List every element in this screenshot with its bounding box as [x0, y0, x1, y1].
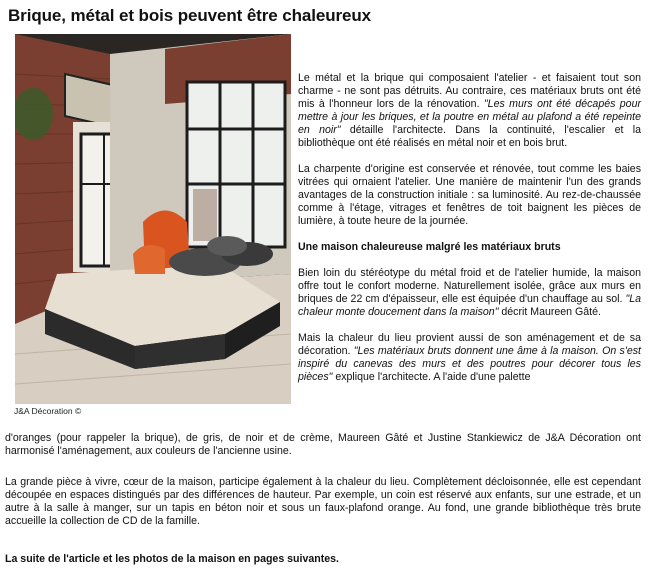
paragraph-4-continuation: d'oranges (pour rappeler la brique), de gris, de noir et de crème, Maureen Gâté et Justine Stankiewicz de J&A Décoration ont harmonisé l'aménagement, aux couleurs de l'ancienne usine. [5, 432, 641, 457]
paragraph-1: Le métal et la brique qui composaient l'atelier - et faisaient tout son charme - ne sont pas détruits. Au contraire, ces matériaux bruts ont été mis à l'honneur lors de la rénovation. "Les murs ont été décapés pour mettre à jour les briques, et la poutre en métal au plafond a été repeinte en noir" détaille l'architecte. Dans la continuité, l'escalier et la bibliothèque ont été réalisés en métal noir et en bois brut. [298, 72, 641, 149]
paragraph-2: La charpente d'origine est conservée et rénovée, tout comme les baies vitrées qui ornaient l'atelier. Une manière de maintenir l'un des grands avantages de la construction initiale : sa luminosité. Au rez-de-chaussée comme à l'étage, vitrages et fenêtres de toit baignent les pièces de lumière, à toute heure de la journée. [298, 163, 641, 227]
room-photo [15, 34, 291, 404]
photo-caption: J&A Décoration © [14, 406, 82, 416]
article-title: Brique, métal et bois peuvent être chaleureux [8, 6, 372, 25]
quote-materials: "Les matériaux bruts donnent une âme à la maison. On s'est inspiré du canevas des murs et des poutres pour décorer tous les pièces" [298, 345, 641, 383]
quote-gate: "La chaleur monte doucement dans la maison" [298, 293, 641, 318]
paragraph-3: Bien loin du stéréotype du métal froid et de l'atelier humide, la maison offre tout le confort moderne. Naturellement isolée, grâce aux murs en briques de 22 cm d'épaisseur, elle est équipée d'un chauffage au sol. "La chaleur monte doucement dans la maison" décrit Maureen Gâté. [298, 267, 641, 318]
section-subtitle: Une maison chaleureuse malgré les matériaux bruts [298, 241, 561, 253]
paragraph-5: La grande pièce à vivre, cœur de la maison, participe également à la chaleur du lieu. Complètement décloisonnée, elle est cependant découpée en espaces distingués par des différences de hauteur. Par exemple, un coin est réservé aux enfants, sur une estrade, et un autre à la salle à manger, sur un tapis en béton noir et sous un faux-plafond orange. Au fond, une grande bibliothèque très brute accueille la collection de CD de la famille. [5, 476, 641, 527]
right-column [298, 72, 641, 397]
next-pages-link[interactable]: La suite de l'article et les photos de la maison en pages suivantes. [5, 553, 339, 565]
quote-architect: "Les murs ont été décapés pour mettre à jour les briques, et la poutre en métal au plafond a été repeinte en noir" [298, 98, 641, 136]
paragraph-4: Mais la chaleur du lieu provient aussi de son aménagement et de sa décoration. "Les matériaux bruts donnent une âme à la maison. On s'est inspiré du canevas des murs et des poutres pour décorer tous les pièces" explique l'architecte. A l'aide d'une palette [298, 332, 641, 383]
